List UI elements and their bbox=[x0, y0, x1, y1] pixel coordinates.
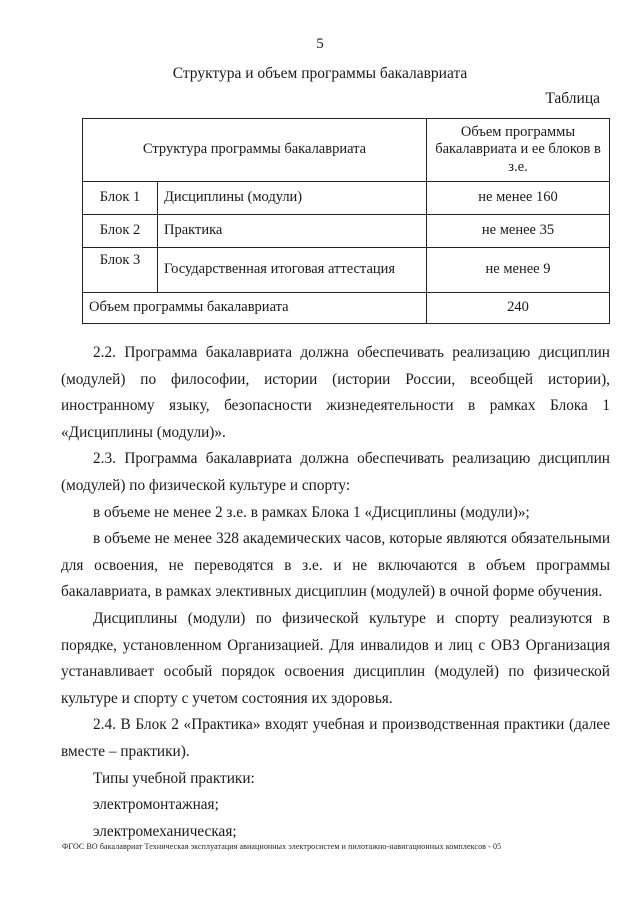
table-row bbox=[83, 215, 610, 248]
list-item: электромонтажная; bbox=[93, 796, 219, 814]
header-volume-text: Объем программы бакалавриата и ее блоков в з.е. bbox=[435, 123, 601, 175]
header-volume bbox=[427, 119, 610, 182]
paragraph-practice-types: Типы учебной практики: bbox=[93, 769, 255, 787]
list-item: электромеханическая; bbox=[93, 822, 237, 840]
paragraph-pe-order: Дисциплины (модули) по физической культуре и спорту реализуются в порядке, установленном Организацией. Для инвалидов и лиц с ОВЗ Организация устанавливает особый порядок освоения дисциплин (модулей) по физической культуре и спорту с учетом состояния их здоровья. bbox=[61, 609, 610, 707]
block-name-cell: Государственная итоговая аттестация bbox=[158, 248, 427, 293]
table-title: Структура и объем программы бакалавриата bbox=[172, 65, 468, 82]
body-text bbox=[61, 340, 610, 845]
total-label-cell: Объем программы бакалавриата bbox=[83, 293, 427, 324]
header-structure: Структура программы бакалавриата bbox=[83, 119, 427, 182]
block-name-cell: Практика bbox=[158, 215, 427, 248]
table-row bbox=[83, 248, 610, 293]
block-cell: Блок 1 bbox=[83, 182, 158, 215]
paragraph-2-4: 2.4. В Блок 2 «Практика» входят учебная и производственная практики (далее вместе – практики). bbox=[61, 716, 610, 760]
page-footer: ФГОС ВО бакалавриат Техническая эксплуатация авиационных электросистем и пилотажно-навигационных комплексов - 05 bbox=[62, 842, 502, 851]
paragraph-2-2: 2.2. Программа бакалавриата должна обеспечивать реализацию дисциплин (модулей) по философии, истории (истории России, всеобщей истории), иностранному языку, безопасности жизнедеятельности в рамках Блока 1 «Дисциплины (модули)». bbox=[61, 344, 610, 441]
page-number: 5 bbox=[316, 36, 324, 52]
block-value-cell: не менее 9 bbox=[427, 248, 610, 293]
program-structure-table bbox=[82, 118, 610, 324]
paragraph-volume-hours: в объеме не менее 328 академических часов, которые являются обязательными для освоения, не переводятся в з.е. и не включаются в объем программы бакалавриата, в рамках элективных дисциплин (модулей) в очной форме обучения. bbox=[61, 530, 610, 601]
block-cell: Блок 2 bbox=[83, 215, 158, 248]
block-name-cell: Дисциплины (модули) bbox=[158, 182, 427, 215]
block-value-cell: не менее 160 bbox=[427, 182, 610, 215]
table-total-row bbox=[83, 293, 610, 324]
paragraph-2-3: 2.3. Программа бакалавриата должна обеспечивать реализацию дисциплин (модулей) по физической культуре и спорту: bbox=[61, 450, 610, 494]
table-header-row bbox=[83, 119, 610, 182]
paragraph-volume-ze: в объеме не менее 2 з.е. в рамках Блока 1 «Дисциплины (модули)»; bbox=[93, 503, 530, 521]
table-row bbox=[83, 182, 610, 215]
total-value-cell: 240 bbox=[427, 293, 610, 324]
table-caption: Таблица bbox=[545, 90, 600, 107]
block-cell: Блок 3 bbox=[83, 248, 158, 293]
block-value-cell: не менее 35 bbox=[427, 215, 610, 248]
